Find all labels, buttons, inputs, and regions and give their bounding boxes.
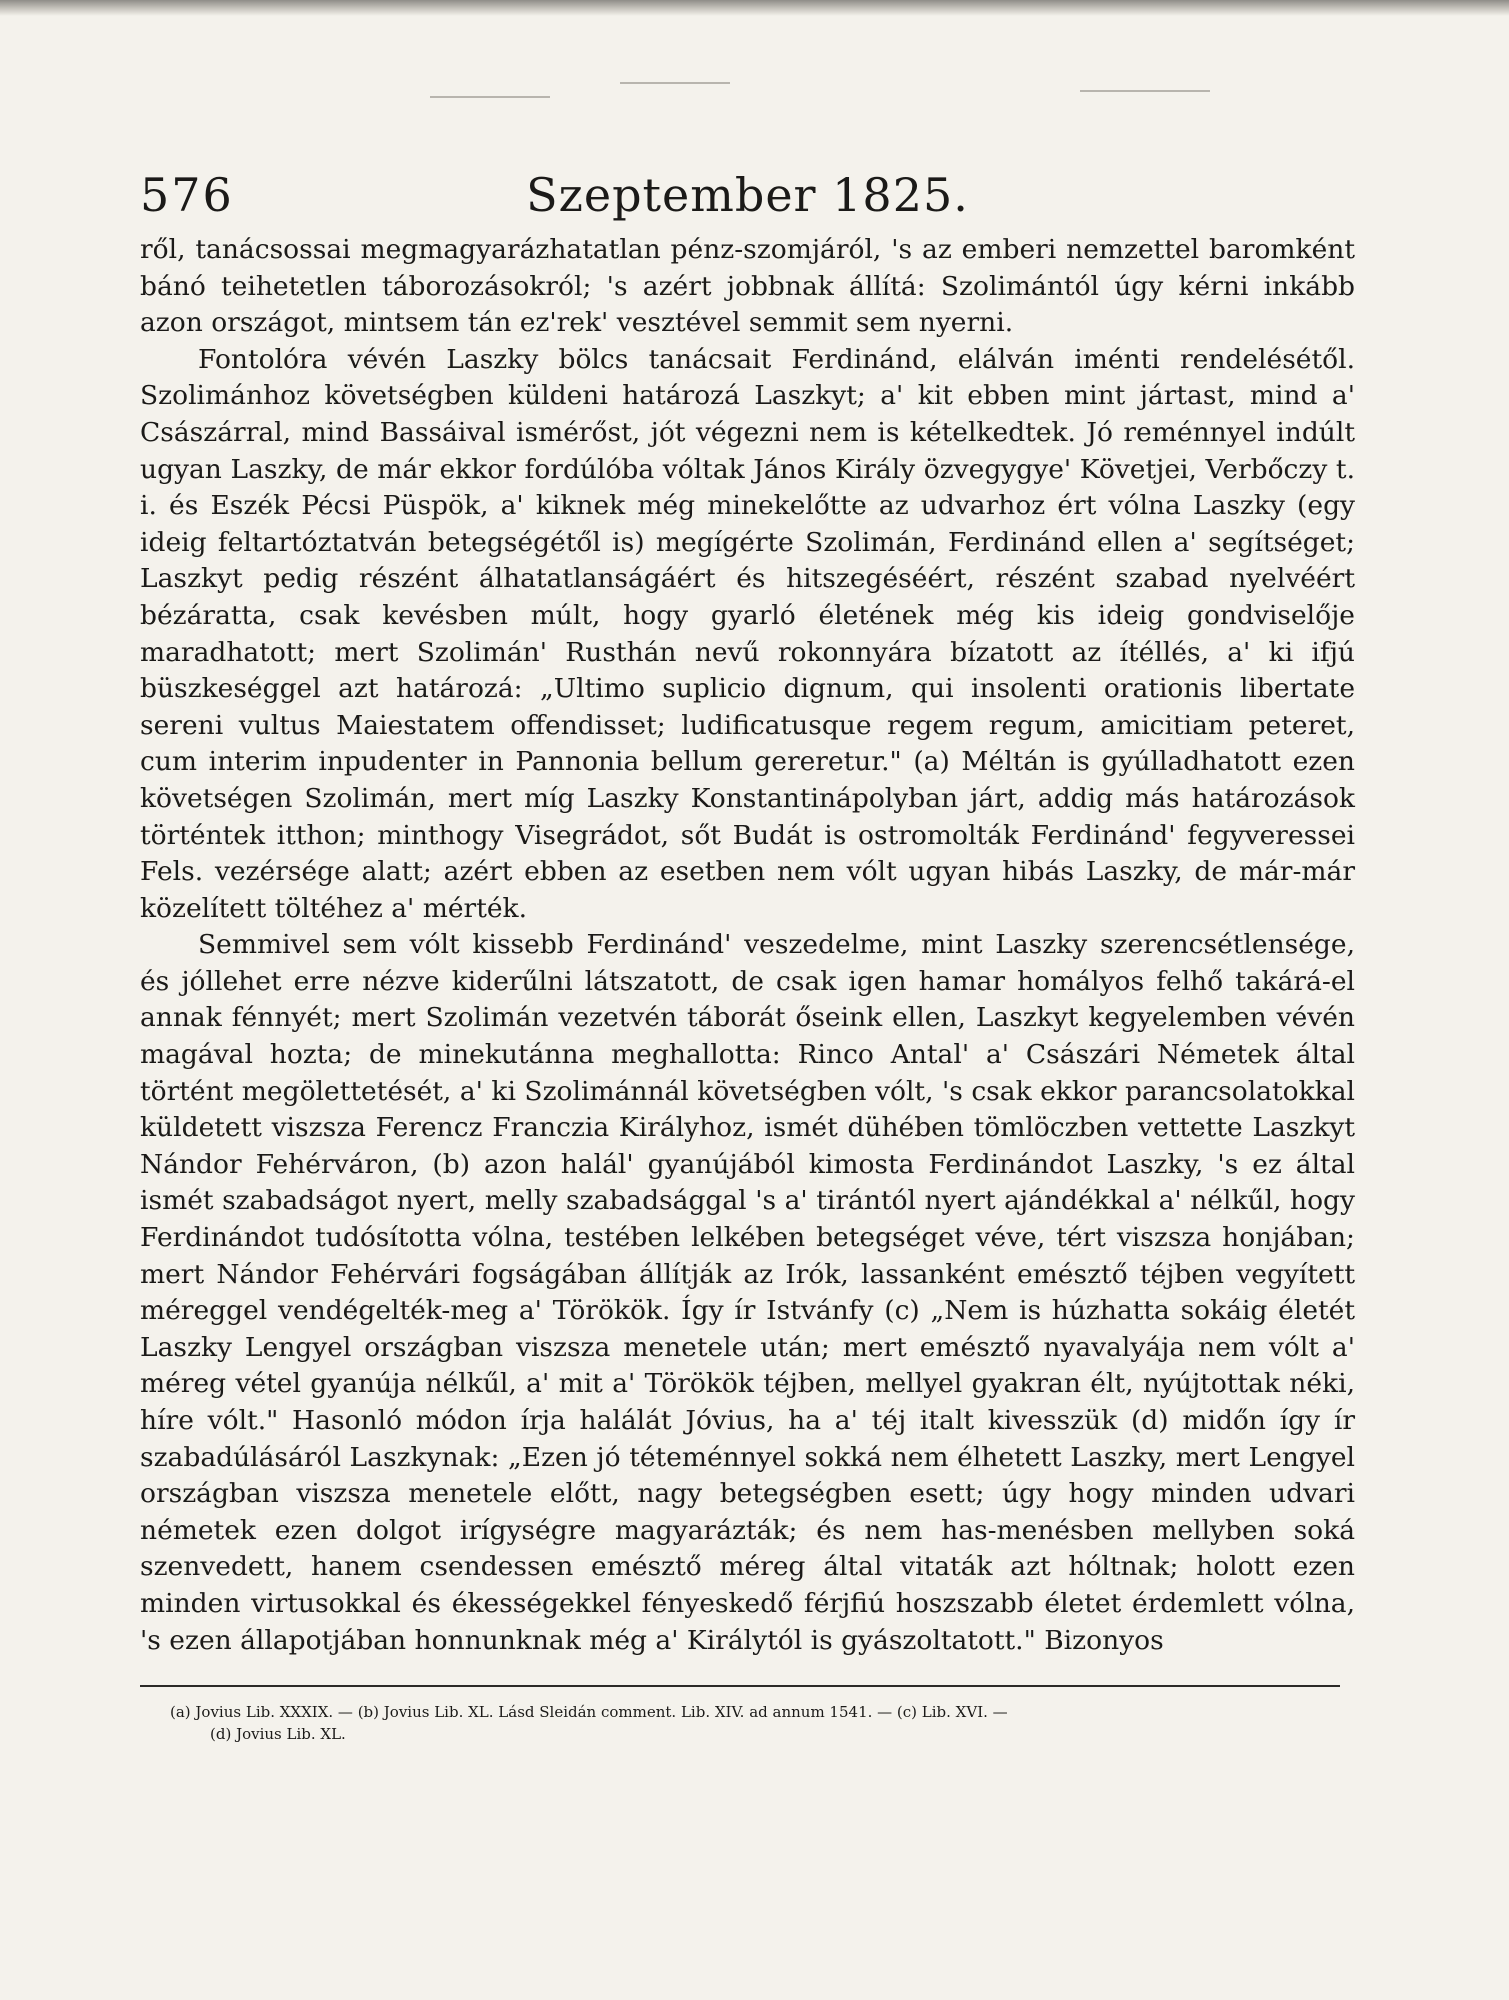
footnote-divider — [140, 1685, 1340, 1687]
footnote-line: (a) Jovius Lib. XXXIX. — (b) Jovius Lib. XL. Lásd Sleidán comment. Lib. XIV. ad annum 1541. — (c) Lib. XVI. — — [170, 1703, 1008, 1722]
paragraph-laszky-embassy: Fontolóra vévén Laszky bölcs tanácsait Ferdinánd, elálván iménti rendelésétől. Szolimánhoz követségben küldeni határozá Laszkyt; a' kit ebben mint jártast, mind a' Császárral, mind Bassáival ismérőst, jót végezni nem is kételkedtek. Jó reménnyel indúlt ugyan Laszky, de már ekkor fordúlóba vóltak János Király özvegygye' Követjei, Verbőczy t. i. és Eszék Pécsi Püspök, a' kiknek még minekelőtte az udvarhoz ért vólna Laszky (egy ideig feltartóztatván betegségétől is) megígérte Szolimán, Ferdinánd ellen a' segítséget; Laszkyt pedig részént álhatatlanságáért és hitszegéséért, részént szabad nyelvéért bézáratta, csak kevésben múlt, hogy gyarló életének még kis ideig gondviselője maradhatott; mert Szolimán' Rusthán nevű rokonnyára bízatott az ítéllés, a' ki ifjú büszkeséggel azt határozá: „Ultimo suplicio dignum, qui insolenti orationis libertate sereni vultus Maiestatem offendisset; ludificatusque regem regum, amicitiam peteret, cum interim inpudenter in Pannonia bellum gereretur." (a) Méltán is gyúlladhatott ezen követségen Szolimán, mert míg Laszky Konstantinápolyban járt, addig más határozások történtek itthon; minthogy Visegrádot, sőt Budát is ostromolták Ferdinánd' fegyveressei Fels. vezérsége alatt; azért ebben az esetben nem vólt ugyan hibás Laszky, de már-már közelített töltéhez a' mérték. — [140, 343, 1355, 924]
running-title: Szeptember 1825. — [526, 168, 969, 222]
book-page — [140, 160, 1355, 1745]
scan-artifact — [430, 96, 550, 98]
footnotes — [140, 1701, 1355, 1745]
page-number: 576 — [140, 168, 234, 222]
scan-artifact — [1080, 90, 1210, 92]
paragraph-ferdinand-danger: Semmivel sem vólt kissebb Ferdinánd' veszedelme, mint Laszky szerencsétlensége, és jóllehet erre nézve kiderűlni látszatott, de csak igen hamar homályos felhő takárá-el annak fénnyét; mert Szolimán vezetvén táborát őseink ellen, Laszkyt kegyelemben vévén magával hozta; de minekutánna meghallotta: Rinco Antal' a' Császári Németek által történt megölettetését, a' ki Szolimánnál követségben vólt, 's csak ekkor parancsolatokkal küldetett viszsza Ferencz Franczia Királyhoz, ismét dühében tömlöczben vettette Laszkyt Nándor Fehérváron, (b) azon halál' gyanújából kimosta Ferdinándot Laszky, 's ez által ismét szabadságot nyert, melly szabadsággal 's a' tirántól nyert ajándékkal a' nélkűl, hogy Ferdinándot tudósította vólna, testében lelkében betegséget véve, tért viszsza honjában; mert Nándor Fehérvári fogságában állítják az Irók, lassanként emésztő téjben vegyített méreggel vendégelték-meg a' Törökök. Így ír Istvánfy (c) „Nem is húzhatta sokáig életét Laszky Lengyel országban viszsza menetele után; mert emésztő nyavalyája nem vólt a' méreg vétel gyanúja nélkűl, a' mit a' Törökök téjben, mellyel gyakran élt, nyújtottak néki, híre vólt." Hasonló módon írja halálát Jóvius, ha a' téj italt kivesszük (d) midőn így ír szabadúlásáról Laszkynak: „Ezen jó téteménnyel sokká nem élhetett Laszky, mert Lengyel országban viszsza menetele előtt, nagy betegségben esett; úgy hogy minden udvari németek ezen dolgot irígységre magyarázták; és nem has-menésben mellyben soká szenvedett, hanem csendessen emésztő méreg által vitaták azt hóltnak; holott ezen minden virtusokkal és ékességekkel fényeskedő férjfiú hoszszabb életet érdemlett vólna, 's ezen állapotjában honnunknak még a' Királytól is gyászoltatott." Bizonyos — [140, 929, 1355, 1656]
paragraph-continued: ről, tanácsossai megmagyarázhatatlan pénz-szomjáról, 's az emberi nemzettel baromként bánó teihetetlen táborozásokról; 's azért jobbnak állítá: Szolimántól úgy kérni inkább azon országot, mintsem tán ez'rek' vesztével semmit sem nyerni. — [140, 234, 1355, 339]
scan-artifact — [620, 82, 730, 84]
footnote-line: (d) Jovius Lib. XL. — [210, 1725, 346, 1744]
page-header — [140, 160, 1355, 230]
scan-top-edge — [0, 0, 1509, 16]
page-body — [140, 232, 1355, 1659]
